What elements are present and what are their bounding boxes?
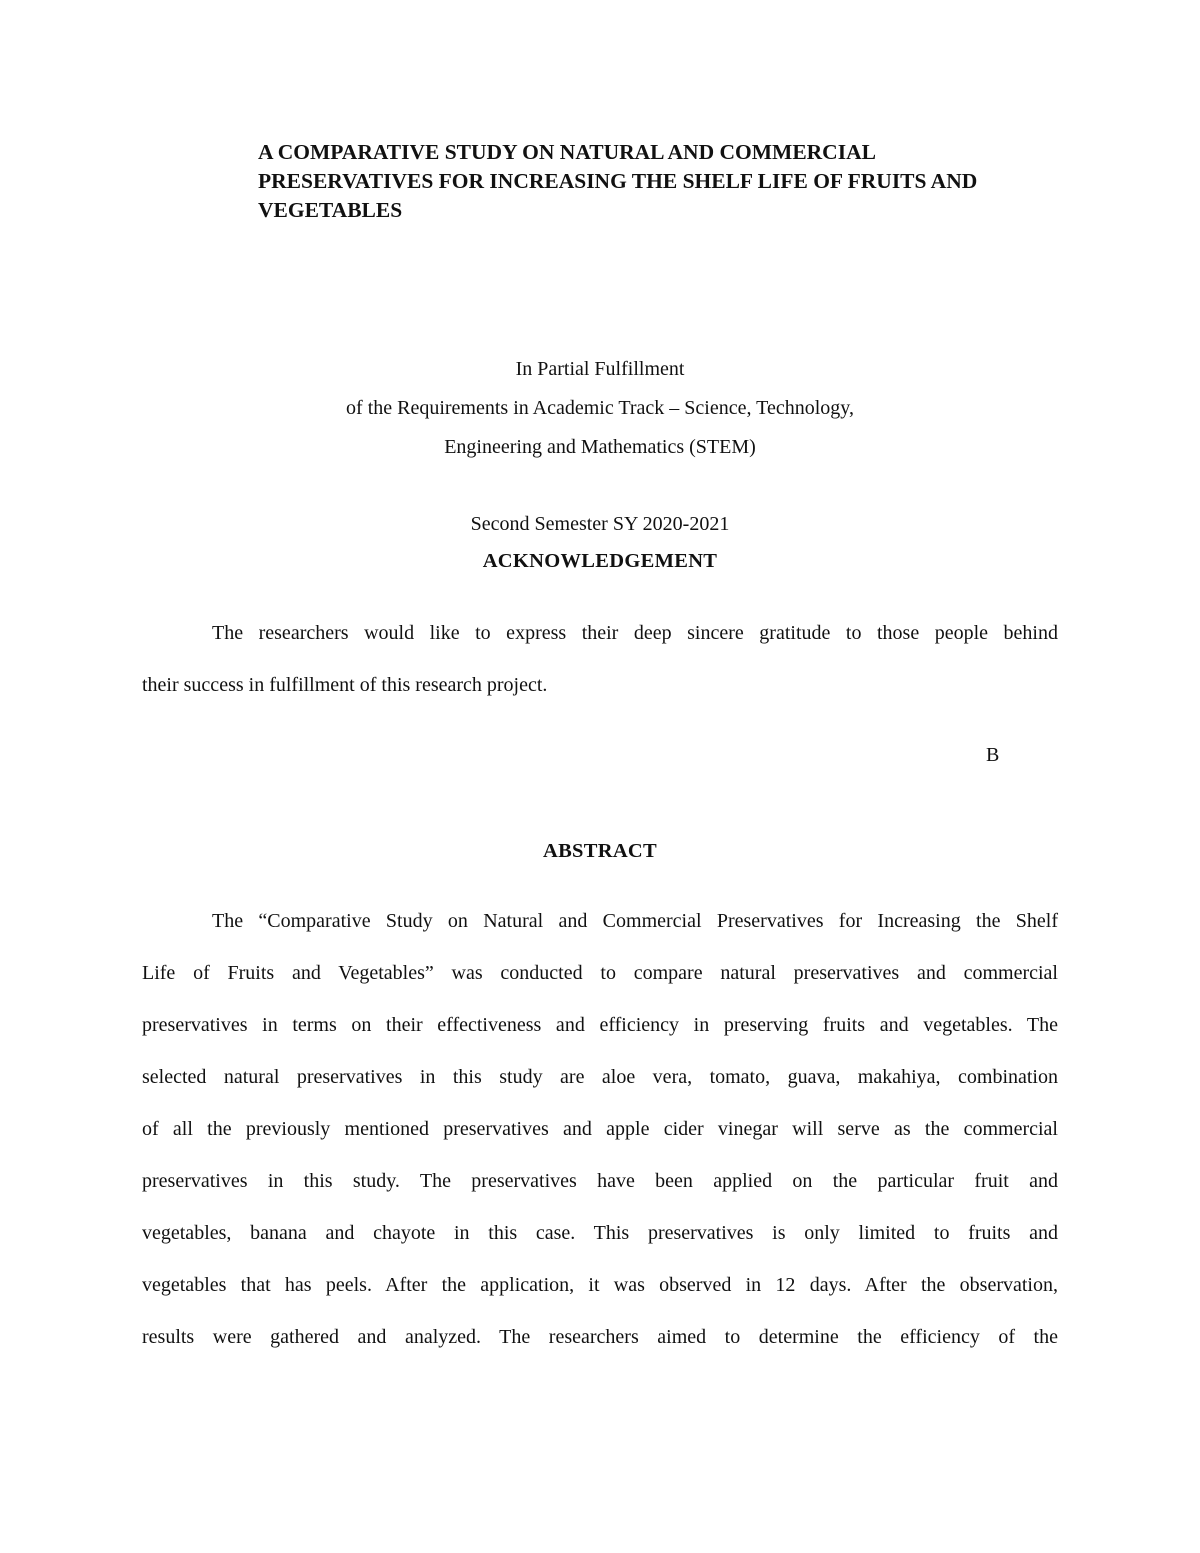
paragraph-line: results were gathered and analyzed. The researchers aimed to determine the efficiency of the — [142, 1326, 1058, 1348]
fulfillment-line: Engineering and Mathematics (STEM) — [444, 436, 756, 458]
section-marker: B — [986, 744, 1000, 766]
semester-line: Second Semester SY 2020-2021 — [470, 513, 730, 535]
paragraph-line: The “Comparative Study on Natural and Commercial Preservatives for Increasing the Shelf — [212, 910, 1058, 932]
title-line: A COMPARATIVE STUDY ON NATURAL AND COMMERCIAL — [258, 140, 876, 164]
acknowledgement-heading: ACKNOWLEDGEMENT — [482, 550, 718, 572]
paragraph-line: selected natural preservatives in this study are aloe vera, tomato, guava, makahiya, combination — [142, 1066, 1058, 1088]
paragraph-line: vegetables that has peels. After the application, it was observed in 12 days. After the observation, — [142, 1274, 1058, 1296]
abstract-heading: ABSTRACT — [542, 840, 658, 862]
paragraph-line: Life of Fruits and Vegetables” was conducted to compare natural preservatives and commercial — [142, 962, 1058, 984]
paragraph-line: preservatives in terms on their effectiveness and efficiency in preserving fruits and vegetables. The — [142, 1014, 1058, 1036]
abstract-paragraph — [142, 908, 1058, 1376]
fulfillment-line: In Partial Fulfillment — [515, 358, 685, 380]
document-title — [258, 138, 1078, 225]
fulfillment-line: of the Requirements in Academic Track – Science, Technology, — [346, 397, 854, 419]
title-line: VEGETABLES — [258, 198, 403, 222]
paragraph-line: preservatives in this study. The preservatives have been applied on the particular fruit and — [142, 1170, 1058, 1192]
paragraph-line: The researchers would like to express their deep sincere gratitude to those people behind — [212, 622, 1058, 644]
paragraph-line: their success in fulfillment of this research project. — [142, 674, 548, 696]
paragraph-line: of all the previously mentioned preservatives and apple cider vinegar will serve as the commercial — [142, 1118, 1058, 1140]
title-line: PRESERVATIVES FOR INCREASING THE SHELF LIFE OF FRUITS AND — [258, 169, 978, 193]
acknowledgement-paragraph — [142, 620, 1058, 724]
paragraph-line: vegetables, banana and chayote in this case. This preservatives is only limited to fruits and — [142, 1222, 1058, 1244]
